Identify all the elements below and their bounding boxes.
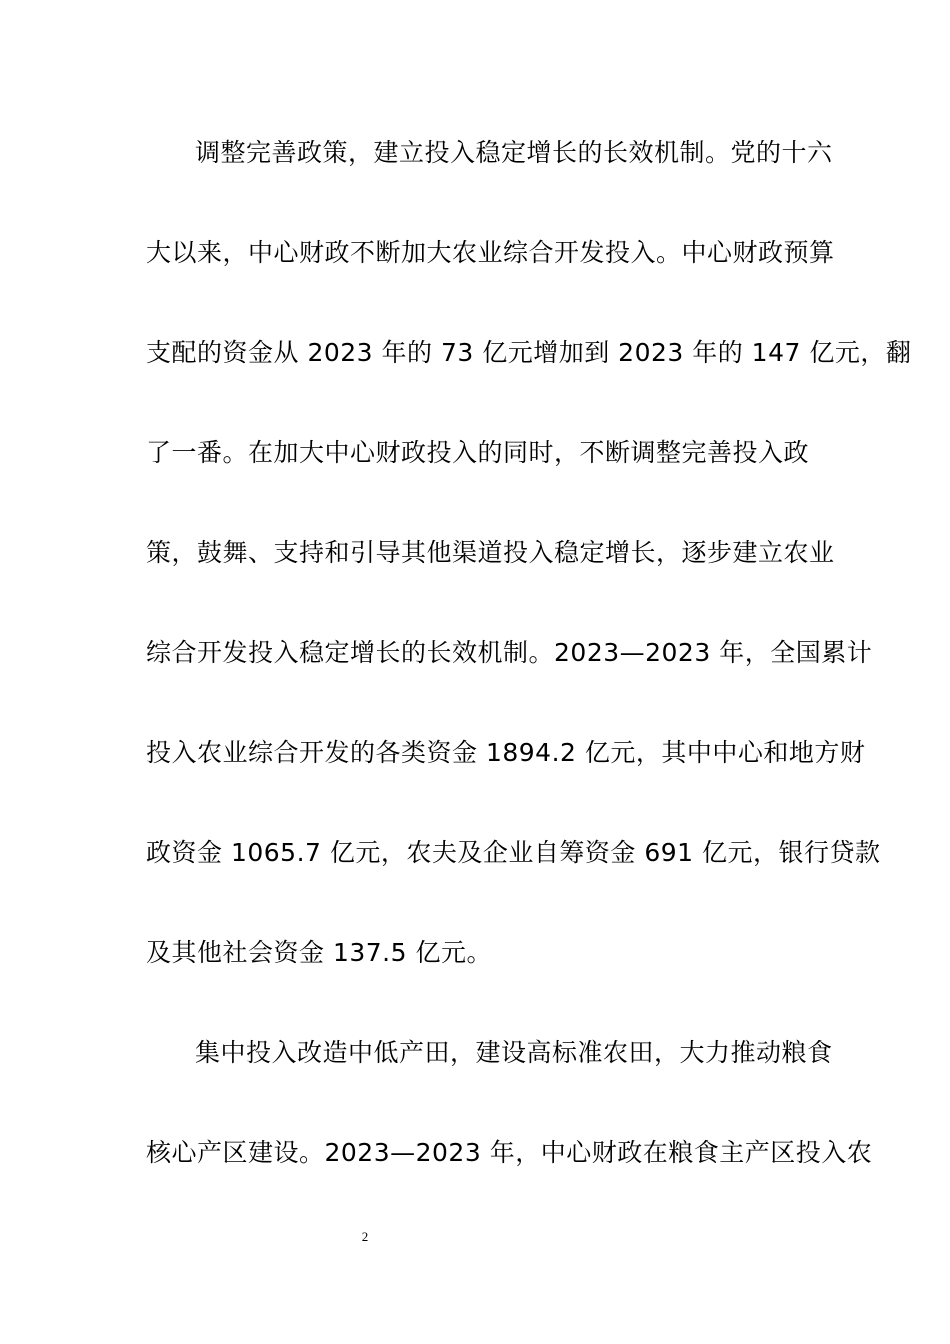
text-line: 综合开发投入稳定增长的长效机制。2023—2023 年，全国累计 [146, 638, 873, 667]
text-line: 调整完善政策，建立投入稳定增长的长效机制。党的十六 [195, 138, 833, 167]
text-line: 投入农业综合开发的各类资金 1894.2 亿元，其中中心和地方财 [146, 738, 866, 767]
page-number: 2 [361, 1229, 369, 1244]
text-line: 核心产区建设。2023—2023 年，中心财政在粮食主产区投入农 [146, 1138, 873, 1167]
text-line: 策，鼓舞、支持和引导其他渠道投入稳定增长，逐步建立农业 [146, 538, 835, 567]
text-line: 及其他社会资金 137.5 亿元。 [146, 938, 492, 967]
text-line: 了一番。在加大中心财政投入的同时，不断调整完善投入政 [146, 438, 810, 467]
text-line: 支配的资金从 2023 年的 73 亿元增加到 2023 年的 147 亿元，翻 [146, 338, 912, 367]
text-line: 集中投入改造中低产田，建设高标准农田，大力推动粮食 [195, 1038, 833, 1067]
text-line: 大以来，中心财政不断加大农业综合开发投入。中心财政预算 [146, 238, 835, 267]
text-line: 政资金 1065.7 亿元，农夫及企业自筹资金 691 亿元，银行贷款 [146, 838, 881, 867]
